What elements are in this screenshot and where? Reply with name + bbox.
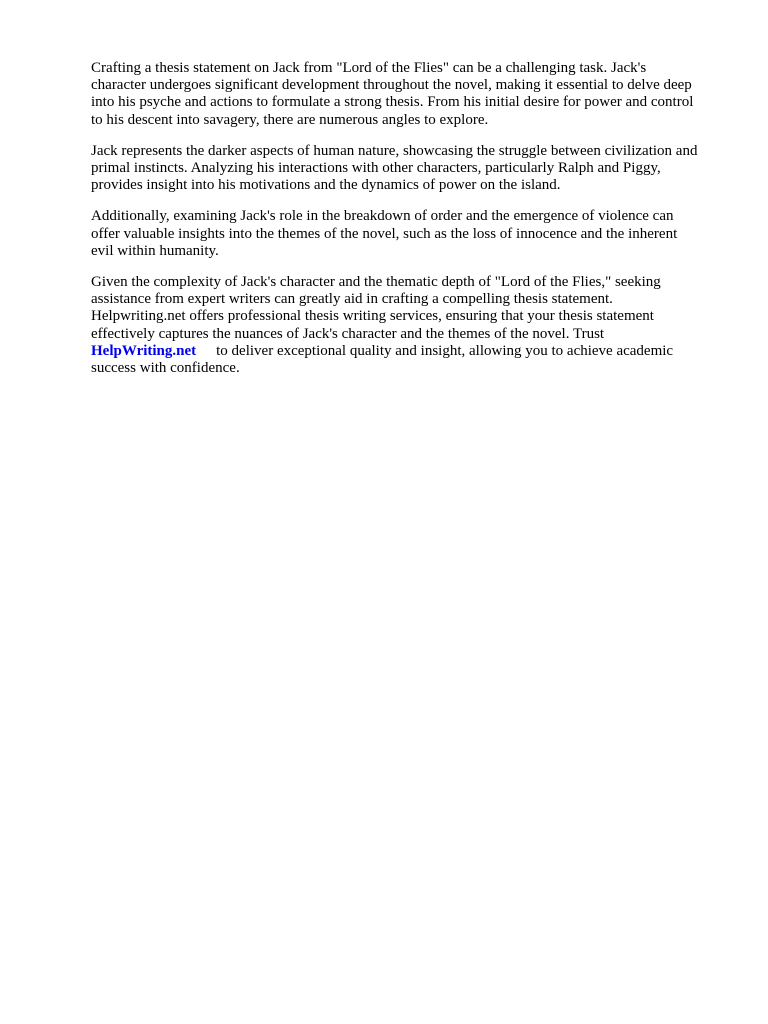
- paragraph-breakdown-of-order: Additionally, examining Jack's role in the breakdown of order and the emergence of violence can offer valuable insights into the themes of the novel, such as the loss of innocence and the inherent evil within humanity.: [91, 208, 678, 259]
- paragraph-darker-aspects: Jack represents the darker aspects of human nature, showcasing the struggle between civilization and primal instincts. Analyzing his interactions with other characters, particularly Ralph and Piggy, provides insight into his motivations and the dynamics of power on the island.: [91, 142, 698, 194]
- conclusion-text-before-link: Given the complexity of Jack's character and the thematic depth of "Lord of the Flies," seeking assistance from expert writers can greatly aid in crafting a compelling thesis statement. Helpwriting.net offers professional thesis writing services, ensuring that your thesis statement effectively captures the nuances of Jack's character and the themes of the novel. Trust: [91, 274, 661, 342]
- helpwriting-link[interactable]: HelpWriting.net: [91, 342, 197, 359]
- paragraph-intro: Crafting a thesis statement on Jack from "Lord of the Flies" can be a challenging task. Jack's character undergoes significant development throughout the novel, making it essential to delve deep into his psyche and actions to formulate a strong thesis. From his initial desire for power and control to his descent into savagery, there are numerous angles to explore.: [91, 60, 694, 128]
- conclusion-text-after-link: to deliver exceptional quality and insight, allowing you to achieve academic success with confidence.: [91, 342, 674, 377]
- document-page: [91, 60, 731, 391]
- paragraph-conclusion: [91, 274, 731, 377]
